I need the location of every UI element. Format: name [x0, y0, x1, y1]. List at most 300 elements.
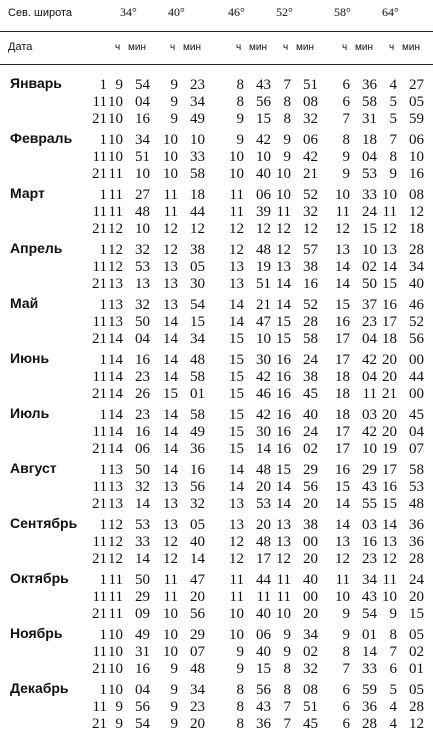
value-cell: 17: [335, 441, 350, 457]
value-cell: 56: [256, 94, 271, 110]
value-cell: 10: [382, 589, 397, 605]
value-cell: 7: [342, 661, 350, 677]
value-cell: 43: [256, 699, 271, 715]
value-cell: 44: [256, 572, 271, 588]
value-cell: 12: [382, 221, 397, 237]
value-cell: 04: [409, 424, 424, 440]
value-cell: 16: [382, 297, 397, 313]
value-cell: 34: [190, 331, 205, 347]
value-cell: 40: [256, 166, 271, 182]
value-cell: 21: [256, 297, 271, 313]
value-cell: 58: [190, 407, 205, 423]
value-cell: 31: [362, 111, 377, 127]
value-cell: 19: [382, 441, 397, 457]
value-cell: 11: [163, 572, 178, 588]
value-cell: 05: [409, 627, 424, 643]
value-cell: 14: [362, 644, 377, 660]
date-cell: 21: [92, 221, 107, 237]
value-cell: 12: [276, 242, 291, 258]
value-cell: 52: [303, 187, 318, 203]
value-cell: 10: [108, 149, 123, 165]
value-cell: 06: [135, 441, 150, 457]
value-cell: 12: [409, 716, 424, 732]
value-cell: 16: [276, 441, 291, 457]
date-cell: 21: [92, 551, 107, 567]
value-cell: 9: [283, 149, 291, 165]
latitude-header: 58°: [334, 5, 351, 19]
value-cell: 53: [135, 259, 150, 275]
date-cell: 21: [92, 661, 107, 677]
value-cell: 11: [108, 204, 123, 220]
value-cell: 38: [303, 259, 318, 275]
value-cell: 7: [283, 77, 291, 93]
value-cell: 16: [335, 314, 350, 330]
value-cell: 24: [362, 204, 377, 220]
value-cell: 00: [303, 589, 318, 605]
value-cell: 20: [303, 551, 318, 567]
value-cell: 53: [256, 496, 271, 512]
month-label: Январь: [10, 75, 62, 91]
value-cell: 13: [163, 297, 178, 313]
unit-min-label: мин: [402, 42, 420, 53]
value-cell: 51: [256, 276, 271, 292]
value-cell: 10: [382, 187, 397, 203]
value-cell: 10: [256, 149, 271, 165]
value-cell: 13: [229, 259, 244, 275]
value-cell: 04: [362, 369, 377, 385]
value-cell: 42: [256, 407, 271, 423]
value-cell: 9: [283, 132, 291, 148]
value-cell: 20: [382, 407, 397, 423]
value-cell: 5: [389, 94, 397, 110]
value-cell: 15: [163, 386, 178, 402]
value-cell: 12: [256, 221, 271, 237]
value-cell: 12: [229, 221, 244, 237]
value-cell: 9: [389, 606, 397, 622]
value-cell: 46: [256, 386, 271, 402]
value-cell: 54: [135, 77, 150, 93]
value-cell: 14: [163, 441, 178, 457]
value-cell: 02: [303, 644, 318, 660]
value-cell: 16: [276, 352, 291, 368]
value-cell: 02: [362, 259, 377, 275]
value-cell: 14: [108, 386, 123, 402]
value-cell: 06: [256, 187, 271, 203]
value-cell: 14: [335, 517, 350, 533]
value-cell: 34: [190, 94, 205, 110]
value-cell: 53: [409, 479, 424, 495]
value-cell: 12: [303, 221, 318, 237]
month-label: Декабрь: [10, 680, 69, 696]
value-cell: 9: [342, 606, 350, 622]
value-cell: 16: [135, 661, 150, 677]
value-cell: 20: [409, 589, 424, 605]
value-cell: 48: [409, 496, 424, 512]
value-cell: 32: [135, 297, 150, 313]
date-cell: 1: [99, 682, 107, 698]
unit-min-label: мин: [296, 42, 314, 53]
value-cell: 17: [382, 314, 397, 330]
value-cell: 51: [303, 699, 318, 715]
month-label: Июль: [10, 405, 50, 421]
value-cell: 18: [382, 331, 397, 347]
value-cell: 12: [163, 242, 178, 258]
value-cell: 14: [163, 352, 178, 368]
value-cell: 23: [135, 407, 150, 423]
value-cell: 50: [362, 276, 377, 292]
value-cell: 42: [362, 424, 377, 440]
date-cell: 11: [92, 424, 107, 440]
value-cell: 7: [389, 644, 397, 660]
value-cell: 16: [276, 407, 291, 423]
value-cell: 56: [256, 682, 271, 698]
value-cell: 14: [163, 314, 178, 330]
value-cell: 15: [362, 221, 377, 237]
value-cell: 42: [256, 132, 271, 148]
value-cell: 23: [362, 551, 377, 567]
value-cell: 00: [303, 534, 318, 550]
date-cell: 1: [99, 627, 107, 643]
value-cell: 10: [108, 94, 123, 110]
value-cell: 16: [276, 369, 291, 385]
value-cell: 12: [382, 551, 397, 567]
value-cell: 09: [135, 606, 150, 622]
value-cell: 11: [163, 187, 178, 203]
value-cell: 11: [382, 572, 397, 588]
value-cell: 01: [362, 627, 377, 643]
value-cell: 14: [229, 462, 244, 478]
value-cell: 13: [335, 242, 350, 258]
value-cell: 15: [276, 314, 291, 330]
value-cell: 49: [190, 111, 205, 127]
value-cell: 54: [190, 297, 205, 313]
value-cell: 49: [190, 424, 205, 440]
value-cell: 13: [229, 496, 244, 512]
value-cell: 11: [108, 572, 123, 588]
value-cell: 49: [135, 627, 150, 643]
unit-min-label: мин: [183, 42, 201, 53]
value-cell: 14: [335, 276, 350, 292]
value-cell: 43: [362, 479, 377, 495]
value-cell: 21: [382, 386, 397, 402]
value-cell: 01: [190, 386, 205, 402]
date-cell: 11: [92, 644, 107, 660]
value-cell: 11: [108, 606, 123, 622]
value-cell: 20: [256, 517, 271, 533]
value-cell: 13: [276, 534, 291, 550]
value-cell: 14: [163, 407, 178, 423]
date-cell: 1: [99, 297, 107, 313]
value-cell: 00: [409, 386, 424, 402]
value-cell: 15: [382, 276, 397, 292]
value-cell: 14: [163, 462, 178, 478]
value-cell: 20: [190, 589, 205, 605]
value-cell: 11: [108, 166, 123, 182]
value-cell: 9: [342, 627, 350, 643]
value-cell: 56: [190, 606, 205, 622]
value-cell: 15: [229, 407, 244, 423]
value-cell: 15: [229, 352, 244, 368]
value-cell: 06: [303, 132, 318, 148]
value-cell: 18: [362, 132, 377, 148]
latitude-header: 64°: [382, 5, 399, 19]
value-cell: 12: [229, 242, 244, 258]
date-cell: 11: [92, 369, 107, 385]
value-cell: 03: [362, 517, 377, 533]
value-cell: 18: [335, 386, 350, 402]
value-cell: 8: [283, 111, 291, 127]
value-cell: 42: [362, 352, 377, 368]
value-cell: 4: [389, 699, 397, 715]
value-cell: 18: [190, 187, 205, 203]
value-cell: 14: [382, 517, 397, 533]
value-cell: 11: [382, 204, 397, 220]
value-cell: 12: [108, 551, 123, 567]
value-cell: 8: [236, 94, 244, 110]
value-cell: 33: [362, 661, 377, 677]
value-cell: 9: [283, 644, 291, 660]
value-cell: 15: [409, 606, 424, 622]
unit-hour-label: ч: [389, 42, 395, 53]
value-cell: 14: [163, 424, 178, 440]
value-cell: 05: [190, 517, 205, 533]
date-cell: 21: [92, 716, 107, 732]
value-cell: 16: [276, 386, 291, 402]
value-cell: 02: [409, 644, 424, 660]
value-cell: 16: [190, 462, 205, 478]
value-cell: 13: [108, 479, 123, 495]
date-cell: 1: [99, 572, 107, 588]
value-cell: 13: [382, 534, 397, 550]
value-cell: 15: [229, 331, 244, 347]
value-cell: 12: [409, 204, 424, 220]
value-cell: 52: [303, 297, 318, 313]
latitude-header: 52°: [276, 5, 293, 19]
value-cell: 8: [342, 644, 350, 660]
date-cell: 11: [92, 479, 107, 495]
value-cell: 55: [362, 496, 377, 512]
value-cell: 59: [409, 111, 424, 127]
value-cell: 59: [362, 682, 377, 698]
value-cell: 16: [362, 534, 377, 550]
value-cell: 8: [236, 682, 244, 698]
value-cell: 14: [108, 424, 123, 440]
value-cell: 9: [170, 661, 178, 677]
value-cell: 40: [190, 534, 205, 550]
value-cell: 14: [163, 369, 178, 385]
value-cell: 34: [190, 682, 205, 698]
value-cell: 32: [190, 496, 205, 512]
value-cell: 8: [236, 716, 244, 732]
value-cell: 00: [409, 352, 424, 368]
value-cell: 15: [335, 479, 350, 495]
value-cell: 10: [362, 441, 377, 457]
value-cell: 13: [382, 242, 397, 258]
value-cell: 10: [108, 627, 123, 643]
date-cell: 21: [92, 606, 107, 622]
value-cell: 14: [108, 407, 123, 423]
value-cell: 14: [229, 479, 244, 495]
value-cell: 11: [163, 589, 178, 605]
value-cell: 9: [170, 111, 178, 127]
value-cell: 16: [382, 479, 397, 495]
value-cell: 24: [303, 352, 318, 368]
value-cell: 13: [108, 297, 123, 313]
value-cell: 10: [409, 149, 424, 165]
value-cell: 12: [108, 517, 123, 533]
value-cell: 17: [335, 352, 350, 368]
value-cell: 52: [409, 314, 424, 330]
value-cell: 51: [303, 77, 318, 93]
value-cell: 32: [303, 111, 318, 127]
value-cell: 40: [303, 407, 318, 423]
value-cell: 40: [256, 644, 271, 660]
date-label: Дата: [8, 41, 33, 53]
value-cell: 10: [163, 132, 178, 148]
value-cell: 13: [276, 259, 291, 275]
value-cell: 29: [190, 627, 205, 643]
month-label: Апрель: [10, 240, 63, 256]
value-cell: 24: [409, 572, 424, 588]
date-cell: 11: [92, 149, 107, 165]
value-cell: 15: [229, 424, 244, 440]
value-cell: 53: [362, 166, 377, 182]
value-cell: 12: [163, 551, 178, 567]
value-cell: 9: [115, 77, 123, 93]
value-cell: 12: [229, 551, 244, 567]
value-cell: 54: [362, 606, 377, 622]
value-cell: 13: [163, 479, 178, 495]
value-cell: 36: [362, 699, 377, 715]
value-cell: 34: [135, 132, 150, 148]
value-cell: 56: [409, 331, 424, 347]
value-cell: 58: [409, 462, 424, 478]
value-cell: 11: [335, 572, 350, 588]
value-cell: 13: [108, 496, 123, 512]
value-cell: 11: [108, 187, 123, 203]
value-cell: 33: [362, 187, 377, 203]
value-cell: 50: [135, 314, 150, 330]
value-cell: 17: [335, 331, 350, 347]
value-cell: 28: [409, 551, 424, 567]
value-cell: 15: [382, 496, 397, 512]
value-cell: 36: [409, 534, 424, 550]
value-cell: 48: [190, 661, 205, 677]
value-cell: 11: [276, 572, 291, 588]
date-cell: 11: [92, 589, 107, 605]
value-cell: 16: [135, 352, 150, 368]
value-cell: 42: [303, 149, 318, 165]
value-cell: 10: [108, 644, 123, 660]
value-cell: 9: [170, 716, 178, 732]
value-cell: 12: [108, 259, 123, 275]
value-cell: 20: [382, 424, 397, 440]
value-cell: 29: [135, 589, 150, 605]
value-cell: 14: [108, 352, 123, 368]
value-cell: 15: [276, 462, 291, 478]
value-cell: 08: [303, 94, 318, 110]
value-cell: 14: [256, 441, 271, 457]
value-cell: 16: [135, 111, 150, 127]
value-cell: 54: [135, 716, 150, 732]
value-cell: 6: [342, 77, 350, 93]
value-cell: 8: [283, 682, 291, 698]
unit-hour-label: ч: [283, 42, 289, 53]
value-cell: 57: [303, 242, 318, 258]
date-cell: 11: [92, 534, 107, 550]
value-cell: 56: [303, 479, 318, 495]
value-cell: 17: [335, 424, 350, 440]
value-cell: 16: [409, 166, 424, 182]
value-cell: 14: [229, 297, 244, 313]
date-cell: 21: [92, 441, 107, 457]
value-cell: 30: [190, 276, 205, 292]
value-cell: 10: [108, 661, 123, 677]
value-cell: 13: [163, 276, 178, 292]
value-cell: 48: [135, 204, 150, 220]
value-cell: 10: [163, 606, 178, 622]
value-cell: 58: [190, 369, 205, 385]
value-cell: 07: [190, 644, 205, 660]
value-cell: 45: [409, 407, 424, 423]
value-cell: 6: [342, 699, 350, 715]
value-cell: 20: [303, 496, 318, 512]
value-cell: 10: [163, 644, 178, 660]
value-cell: 14: [335, 496, 350, 512]
unit-hour-label: ч: [236, 42, 242, 53]
value-cell: 03: [362, 407, 377, 423]
value-cell: 05: [409, 682, 424, 698]
value-cell: 5: [389, 111, 397, 127]
value-cell: 14: [190, 551, 205, 567]
value-cell: 9: [389, 166, 397, 182]
date-cell: 1: [99, 77, 107, 93]
value-cell: 51: [135, 149, 150, 165]
value-cell: 14: [108, 441, 123, 457]
value-cell: 28: [409, 242, 424, 258]
value-cell: 10: [335, 187, 350, 203]
value-cell: 16: [135, 424, 150, 440]
value-cell: 15: [276, 331, 291, 347]
value-cell: 48: [256, 462, 271, 478]
value-cell: 14: [335, 259, 350, 275]
unit-min-label: мин: [355, 42, 373, 53]
value-cell: 48: [190, 352, 205, 368]
latitude-header: 46°: [228, 5, 245, 19]
value-cell: 20: [190, 716, 205, 732]
value-cell: 50: [135, 572, 150, 588]
value-cell: 39: [256, 204, 271, 220]
value-cell: 10: [135, 221, 150, 237]
value-cell: 18: [409, 221, 424, 237]
value-cell: 04: [135, 682, 150, 698]
value-cell: 12: [163, 221, 178, 237]
value-cell: 13: [229, 276, 244, 292]
value-cell: 15: [256, 111, 271, 127]
value-cell: 6: [342, 682, 350, 698]
value-cell: 10: [229, 606, 244, 622]
value-cell: 14: [108, 331, 123, 347]
value-cell: 29: [303, 462, 318, 478]
value-cell: 9: [170, 699, 178, 715]
date-cell: 1: [99, 242, 107, 258]
value-cell: 10: [163, 627, 178, 643]
value-cell: 13: [335, 534, 350, 550]
value-cell: 16: [303, 276, 318, 292]
value-cell: 56: [135, 699, 150, 715]
value-cell: 13: [163, 517, 178, 533]
value-cell: 12: [163, 534, 178, 550]
